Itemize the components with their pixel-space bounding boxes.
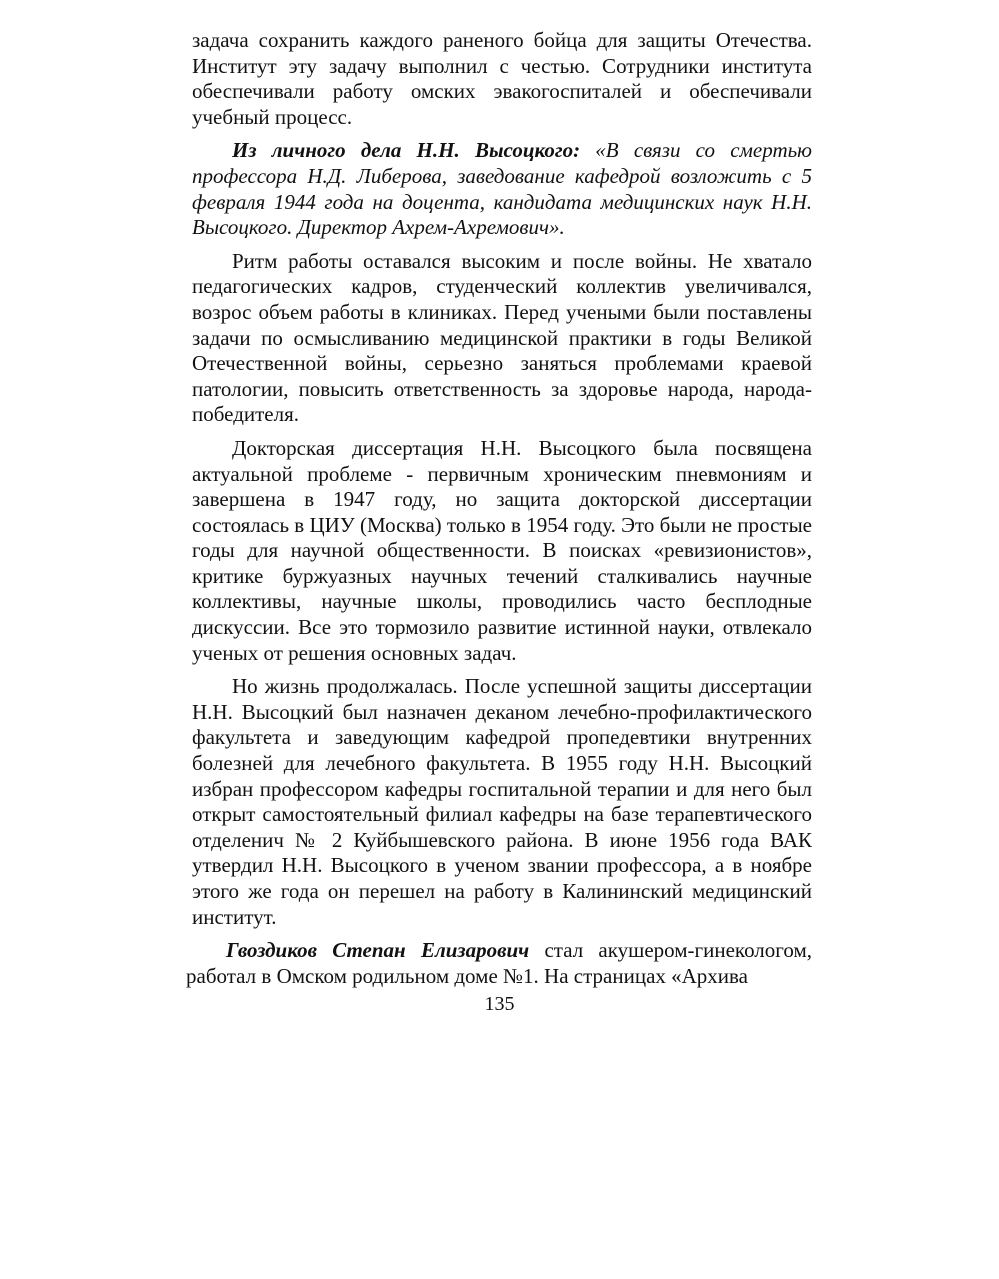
paragraph-3 <box>192 249 812 428</box>
paragraph-text: Но жизнь продолжалась. После успешной защиты диссертации Н.Н. Высоцкий был назначен деканом лечебно-профилактического факультета и заведующим кафедрой пропедевтики внутренних болезней для лечебного факультета. В 1955 году Н.Н. Высоцкий избран профессором кафедры госпитальной терапии и для него был открыт самостоятельный филиал кафедры на базе терапевтического отделенич № 2 Куйбышевского района. В июне 1956 года ВАК утвердил Н.Н. Высоцкого в ученом звании профессора, а в ноябре этого же года он перешел на работу в Калининский медицинский институт. <box>192 674 812 929</box>
paragraph-4 <box>192 436 812 666</box>
paragraph-text: Докторская диссертация Н.Н. Высоцкого была посвящена актуальной проблеме - первичным хроническим пневмониям и завершена в 1947 году, но защита докторской диссертации состоялась в ЦИУ (Москва) только в 1954 году. Это были не простые годы для научной общественности. В поисках «ревизионистов», критике буржуазных научных течений сталкивались научные коллективы, научные школы, проводились часто бесплодные дискуссии. Все это тормозило развитие истинной науки, отвлекало ученых от решения основных задач. <box>192 435 812 665</box>
paragraph-quote <box>192 138 812 240</box>
paragraph-text: «В связи со смертью профессора Н.Д. Либерова, заведование кафедрой возложить с 5 февраля 1944 года на доцента, кандидата медицинских наук Н.Н. Высоцкого. Директор Ахрем-Ахремович». <box>192 138 812 240</box>
paragraph-5 <box>192 674 812 930</box>
paragraph-6 <box>186 938 812 989</box>
body-text <box>186 28 812 997</box>
page-number: 135 <box>484 993 515 1015</box>
paragraph-text: Ритм работы оставался высоким и после войны. Не хватало педагогических кадров, студенческий коллектив увеличивался, возрос объем работы в клиниках. Перед учеными были поставлены задачи по осмысливанию медицинской практики в годы Великой Отечественной войны, серьезно заняться проблемами краевой патологии, повысить ответственность за здоровье народа, народа-победителя. <box>192 248 812 427</box>
paragraph-lead: Гвоздиков Степан Елизарович <box>226 938 530 963</box>
paragraph-text: задача сохранить каждого раненого бойца для защиты Отечества. Институт эту задачу выполнил с честью. Сотрудники института обеспечивали работу омских эвакогоспиталей и обеспечивали учебный процесс. <box>192 28 812 129</box>
paragraph-1 <box>192 28 812 130</box>
paragraph-text: стал акушером-гинекологом, работал в Омском родильном доме №1. На страницах «Архива <box>186 938 812 988</box>
paragraph-lead: Из личного дела Н.Н. Высоцкого: <box>232 138 581 163</box>
